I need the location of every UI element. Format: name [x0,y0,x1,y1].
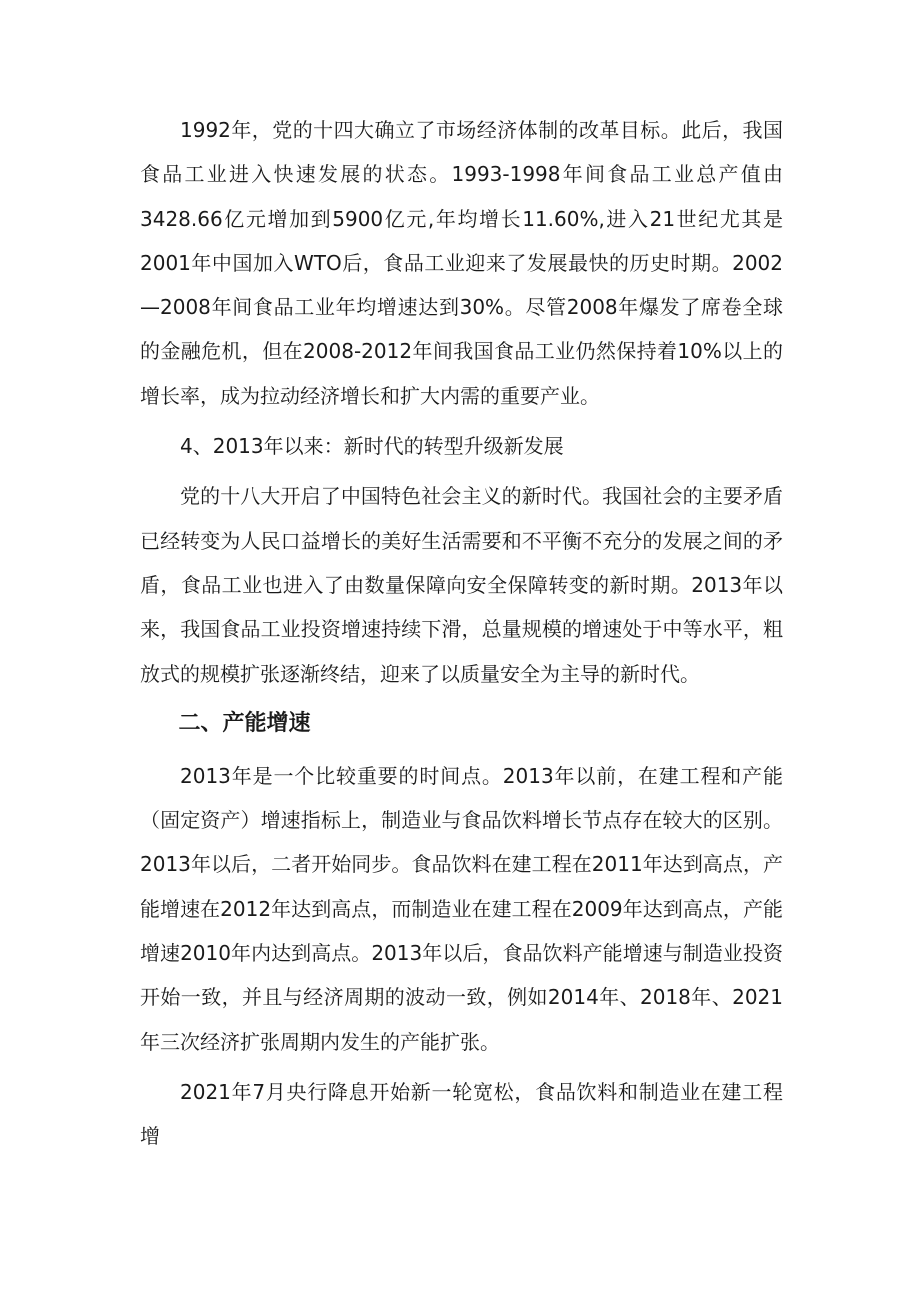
subsection-title: 4、2013年以来：新时代的转型升级新发展 [180,434,564,459]
body-paragraph: 2013年是一个比较重要的时间点。2013年以前，在建工程和产能（固定资产）增速指标上，制造业与食品饮料增长节点存在较大的区别。2013年以后，二者开始同步。食品饮料在建工程在2011年达到高点，产能增速在2012年达到高点，而制造业在建工程在2009年达到高点，产能增速2010年内达到高点。2013年以后，食品饮料产能增速与制造业投资开始一致，并且与经济周期的波动一致，例如2014年、2018年、2021年三次经济扩张周期内发生的产能扩张。 [140,763,783,1054]
body-paragraph: 党的十八大开启了中国特色社会主义的新时代。我国社会的主要矛盾已经转变为人民口益增长的美好生活需要和不平衡不充分的发展之间的矛盾，食品工业也进入了由数量保障向安全保障转变的新时期。2013年以来，我国食品工业投资增速持续下滑，总量规模的增速处于中等水平，粗放式的规模扩张逐渐终结，迎来了以质量安全为主导的新时代。 [140,484,783,686]
body-paragraph: 1992年，党的十四大确立了市场经济体制的改革目标。此后，我国食品工业进入快速发展的状态。1993-1998年间食品工业总产值由3428.66亿元增加到5900亿元,年均增长11.60%,进入21世纪尤其是2001年中国加入WTO后，食品工业迎来了发展最快的历史时期。2002—2008年间食品工业年均增速达到30%。尽管2008年爆发了席卷全球的金融危机，但在2008-2012年间我国食品工业仍然保持着10%以上的增长率，成为拉动经济增长和扩大内需的重要产业。 [140,118,783,408]
body-paragraph: 2021年7月央行降息开始新一轮宽松，食品饮料和制造业在建工程增 [140,1079,783,1149]
section-heading: 二、产能增速 [178,710,311,736]
document-page [140,108,783,1159]
